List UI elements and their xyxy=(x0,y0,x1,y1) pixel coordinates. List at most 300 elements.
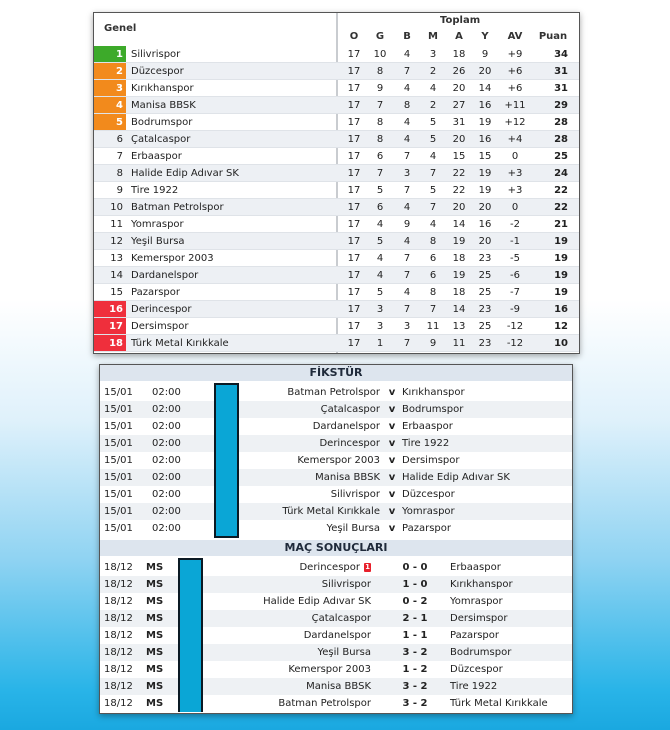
stat-av: -7 xyxy=(510,287,520,298)
fixture-vs: v xyxy=(388,506,396,517)
result-away-team: Yomraspor xyxy=(450,596,503,607)
stat-y: 16 xyxy=(478,219,492,230)
stat-g: 7 xyxy=(376,100,384,111)
stat-m: 6 xyxy=(429,253,437,264)
result-away-team: Kırıkhanspor xyxy=(450,579,513,590)
stat-a: 20 xyxy=(452,83,466,94)
stat-m: 4 xyxy=(429,151,437,162)
fixture-time: 02:00 xyxy=(152,455,181,466)
stat-a: 14 xyxy=(452,304,466,315)
position-badge: 17 xyxy=(94,318,126,335)
stat-a: 18 xyxy=(452,287,466,298)
fixture-time: 02:00 xyxy=(152,404,181,415)
stat-o: 17 xyxy=(347,168,361,179)
fixture-home-team: Dardanelspor xyxy=(312,421,380,432)
position-badge: 9 xyxy=(116,185,123,196)
stat-points: 28 xyxy=(554,134,568,145)
result-home-name: Dardanelspor xyxy=(303,630,371,641)
fixture-date: 15/01 xyxy=(104,438,133,449)
table-row[interactable] xyxy=(94,284,579,301)
stat-o: 17 xyxy=(347,151,361,162)
stat-b: 3 xyxy=(403,321,411,332)
table-row[interactable] xyxy=(94,80,579,97)
stat-m: 7 xyxy=(429,202,437,213)
table-row[interactable] xyxy=(94,97,579,114)
stat-av: +6 xyxy=(507,83,523,94)
stat-o: 17 xyxy=(347,117,361,128)
stat-y: 15 xyxy=(478,151,492,162)
stat-g: 1 xyxy=(376,338,384,349)
result-home-name: Çatalcaspor xyxy=(311,613,371,624)
stat-a: 14 xyxy=(452,219,466,230)
column-header-a[interactable]: A xyxy=(455,31,463,42)
fixture-date: 15/01 xyxy=(104,404,133,415)
result-score: 3 - 2 xyxy=(402,681,428,692)
result-row[interactable] xyxy=(100,593,572,610)
stat-g: 8 xyxy=(376,117,384,128)
result-score: 1 - 0 xyxy=(402,579,428,590)
team-name[interactable]: Halide Edip Adıvar SK xyxy=(131,168,239,179)
table-row[interactable] xyxy=(94,199,579,216)
stat-g: 4 xyxy=(376,253,384,264)
result-row[interactable] xyxy=(100,627,572,644)
stat-g: 4 xyxy=(376,270,384,281)
fixture-home-team: Çatalcaspor xyxy=(320,404,380,415)
team-name[interactable]: Batman Petrolspor xyxy=(131,202,224,213)
fixture-date: 15/01 xyxy=(104,472,133,483)
fixture-home-team: Manisa BBSK xyxy=(315,472,380,483)
stat-av: -2 xyxy=(510,219,520,230)
table-row[interactable] xyxy=(94,114,579,131)
stat-b: 8 xyxy=(403,100,411,111)
stat-m: 11 xyxy=(426,321,440,332)
position-badge: 4 xyxy=(94,97,126,114)
stat-y: 20 xyxy=(478,202,492,213)
fixture-away-team: Dersimspor xyxy=(402,455,460,466)
stat-y: 19 xyxy=(478,185,492,196)
stat-g: 9 xyxy=(376,83,384,94)
stat-g: 5 xyxy=(376,287,384,298)
position-badge: 16 xyxy=(94,301,126,318)
result-away-team: Türk Metal Kırıkkale xyxy=(450,698,548,709)
result-away-team: Tire 1922 xyxy=(450,681,498,692)
result-home-name: Halide Edip Adıvar SK xyxy=(263,596,371,607)
team-name[interactable]: Erbaaspor xyxy=(131,151,182,162)
stat-y: 23 xyxy=(478,338,492,349)
result-score: 3 - 2 xyxy=(402,647,428,658)
result-date: 18/12 xyxy=(104,647,133,658)
stat-a: 13 xyxy=(452,321,466,332)
standings-group-label: Toplam xyxy=(440,15,481,26)
position-badge: 15 xyxy=(110,287,123,298)
result-score: 0 - 0 xyxy=(402,562,428,573)
fixture-row[interactable] xyxy=(100,452,572,469)
stat-a: 18 xyxy=(452,49,466,60)
stat-g: 3 xyxy=(376,304,384,315)
stat-o: 17 xyxy=(347,219,361,230)
result-score: 1 - 1 xyxy=(402,630,428,641)
stat-av: 0 xyxy=(511,202,519,213)
column-header-puan[interactable]: Puan xyxy=(538,31,568,42)
team-name[interactable]: Türk Metal Kırıkkale xyxy=(131,338,229,349)
stat-av: -6 xyxy=(510,270,520,281)
stat-y: 25 xyxy=(478,270,492,281)
stat-g: 5 xyxy=(376,185,384,196)
result-score: 0 - 2 xyxy=(402,596,428,607)
stat-a: 15 xyxy=(452,151,466,162)
column-header-o[interactable]: O xyxy=(349,31,359,42)
fixture-date: 15/01 xyxy=(104,421,133,432)
stat-points: 25 xyxy=(554,151,568,162)
stat-a: 11 xyxy=(452,338,466,349)
position-badge: 11 xyxy=(110,219,123,230)
fixture-vs: v xyxy=(388,523,396,534)
stat-b: 4 xyxy=(403,236,411,247)
fixtures-title: FİKSTÜR xyxy=(100,365,572,381)
stat-b: 9 xyxy=(403,219,411,230)
stat-points: 28 xyxy=(554,117,568,128)
column-header-m[interactable]: M xyxy=(428,31,438,42)
result-score: 3 - 2 xyxy=(402,698,428,709)
table-row[interactable] xyxy=(94,63,579,80)
stat-o: 17 xyxy=(347,338,361,349)
team-name[interactable]: Pazarspor xyxy=(131,287,180,298)
stat-av: -9 xyxy=(510,304,520,315)
team-name[interactable]: Yomraspor xyxy=(131,219,184,230)
fixtures-results-panel xyxy=(99,364,573,714)
table-row[interactable] xyxy=(94,216,579,233)
results-title: MAÇ SONUÇLARI xyxy=(100,540,572,556)
stat-m: 3 xyxy=(429,49,437,60)
fixture-time: 02:00 xyxy=(152,506,181,517)
stat-y: 19 xyxy=(478,117,492,128)
stat-o: 17 xyxy=(347,270,361,281)
stat-av: -12 xyxy=(506,321,524,332)
fixture-away-team: Yomraspor xyxy=(402,506,455,517)
stat-b: 7 xyxy=(403,253,411,264)
stat-b: 7 xyxy=(403,338,411,349)
position-badge: 1 xyxy=(94,46,126,63)
result-away-team: Erbaaspor xyxy=(450,562,501,573)
result-date: 18/12 xyxy=(104,613,133,624)
result-row[interactable] xyxy=(100,644,572,661)
table-row[interactable] xyxy=(94,165,579,182)
fixture-date: 15/01 xyxy=(104,489,133,500)
stat-points: 22 xyxy=(554,185,568,196)
fixture-row[interactable] xyxy=(100,418,572,435)
result-row[interactable] xyxy=(100,695,572,712)
stat-b: 4 xyxy=(403,83,411,94)
result-status: MS xyxy=(146,664,164,675)
fixture-away-team: Bodrumspor xyxy=(402,404,464,415)
result-row[interactable] xyxy=(100,610,572,627)
fixture-time: 02:00 xyxy=(152,489,181,500)
stat-o: 17 xyxy=(347,202,361,213)
result-home-team xyxy=(240,610,371,627)
fixture-date: 15/01 xyxy=(104,506,133,517)
team-name[interactable]: Tire 1922 xyxy=(131,185,179,196)
position-badge: 3 xyxy=(94,80,126,97)
position-badge: 2 xyxy=(94,63,126,80)
stat-b: 7 xyxy=(403,151,411,162)
stat-av: 0 xyxy=(511,151,519,162)
stat-b: 4 xyxy=(403,202,411,213)
stat-b: 4 xyxy=(403,134,411,145)
result-status: MS xyxy=(146,630,164,641)
position-badge: 10 xyxy=(110,202,123,213)
row-divider xyxy=(94,351,579,352)
result-home-team xyxy=(240,695,371,712)
stat-o: 17 xyxy=(347,304,361,315)
stat-points: 24 xyxy=(554,168,568,179)
stat-y: 16 xyxy=(478,100,492,111)
stat-m: 4 xyxy=(429,219,437,230)
stat-o: 17 xyxy=(347,287,361,298)
stat-av: -5 xyxy=(510,253,520,264)
result-date: 18/12 xyxy=(104,698,133,709)
fixture-vs: v xyxy=(388,387,396,398)
stat-points: 19 xyxy=(554,236,568,247)
result-away-team: Dersimspor xyxy=(450,613,508,624)
result-home-name: Kemerspor 2003 xyxy=(288,664,371,675)
standings-title: Genel xyxy=(104,23,137,34)
fixture-row[interactable] xyxy=(100,486,572,503)
stat-b: 4 xyxy=(403,287,411,298)
stat-av: -12 xyxy=(506,338,524,349)
result-home-name: Silivrispor xyxy=(321,579,371,590)
stat-y: 14 xyxy=(478,83,492,94)
stat-g: 7 xyxy=(376,168,384,179)
result-date: 18/12 xyxy=(104,664,133,675)
stat-b: 7 xyxy=(403,66,411,77)
fixture-away-team: Halide Edip Adıvar SK xyxy=(402,472,510,483)
stat-y: 23 xyxy=(478,253,492,264)
stat-y: 25 xyxy=(478,287,492,298)
team-name[interactable]: Düzcespor xyxy=(131,66,184,77)
fixture-away-team: Düzcespor xyxy=(402,489,455,500)
fixture-home-team: Türk Metal Kırıkkale xyxy=(282,506,380,517)
stat-o: 17 xyxy=(347,321,361,332)
stat-m: 9 xyxy=(429,338,437,349)
stat-y: 23 xyxy=(478,304,492,315)
stat-m: 7 xyxy=(429,168,437,179)
stat-m: 4 xyxy=(429,83,437,94)
column-header-b[interactable]: B xyxy=(403,31,411,42)
fixture-row[interactable] xyxy=(100,469,572,486)
fixture-time: 02:00 xyxy=(152,523,181,534)
stat-o: 17 xyxy=(347,66,361,77)
position-badge: 18 xyxy=(94,335,126,352)
stat-a: 26 xyxy=(452,66,466,77)
stat-m: 5 xyxy=(429,185,437,196)
team-name[interactable]: Kırıkhanspor xyxy=(131,83,194,94)
result-status: MS xyxy=(146,596,164,607)
result-status: MS xyxy=(146,681,164,692)
result-row[interactable] xyxy=(100,661,572,678)
table-row[interactable] xyxy=(94,182,579,199)
stat-o: 17 xyxy=(347,83,361,94)
fixture-home-team: Yeşil Bursa xyxy=(326,523,380,534)
stat-a: 19 xyxy=(452,270,466,281)
stat-a: 18 xyxy=(452,253,466,264)
stat-points: 19 xyxy=(554,253,568,264)
fixture-vs: v xyxy=(388,438,396,449)
position-badge: 8 xyxy=(116,168,123,179)
fixture-vs: v xyxy=(388,489,396,500)
stat-a: 31 xyxy=(452,117,466,128)
stat-points: 21 xyxy=(554,219,568,230)
fixture-away-team: Tire 1922 xyxy=(402,438,450,449)
fixture-home-team: Silivrispor xyxy=(330,489,380,500)
fixture-vs: v xyxy=(388,404,396,415)
stat-points: 31 xyxy=(554,66,568,77)
result-home-team xyxy=(240,559,371,576)
stat-g: 3 xyxy=(376,321,384,332)
fixture-home-team: Derincespor xyxy=(319,438,380,449)
stat-g: 4 xyxy=(376,219,384,230)
table-row[interactable] xyxy=(94,131,579,148)
position-badge: 12 xyxy=(110,236,123,247)
column-header-g[interactable]: G xyxy=(375,31,385,42)
stat-av: +3 xyxy=(507,168,523,179)
team-name[interactable]: Derincespor xyxy=(131,304,192,315)
team-name[interactable]: Dardanelspor xyxy=(131,270,199,281)
team-name[interactable]: Bodrumspor xyxy=(131,117,193,128)
position-badge: 13 xyxy=(110,253,123,264)
fixture-row[interactable] xyxy=(100,520,572,537)
stat-points: 31 xyxy=(554,83,568,94)
stat-av: +4 xyxy=(507,134,523,145)
team-name[interactable]: Silivrispor xyxy=(131,49,181,60)
table-row[interactable] xyxy=(94,335,579,352)
stat-o: 17 xyxy=(347,185,361,196)
fixture-row[interactable] xyxy=(100,384,572,401)
table-row[interactable] xyxy=(94,250,579,267)
stat-points: 19 xyxy=(554,287,568,298)
stat-b: 4 xyxy=(403,49,411,60)
stat-m: 7 xyxy=(429,304,437,315)
result-status: MS xyxy=(146,613,164,624)
fixture-vs: v xyxy=(388,472,396,483)
table-row[interactable] xyxy=(94,318,579,335)
stat-a: 20 xyxy=(452,134,466,145)
result-score: 2 - 1 xyxy=(402,613,428,624)
fixture-vs: v xyxy=(388,421,396,432)
stat-a: 27 xyxy=(452,100,466,111)
stat-points: 29 xyxy=(554,100,568,111)
result-row[interactable] xyxy=(100,559,572,576)
team-name[interactable]: Yeşil Bursa xyxy=(131,236,185,247)
standings-table xyxy=(93,12,580,354)
fixture-row[interactable] xyxy=(100,401,572,418)
table-row[interactable] xyxy=(94,301,579,318)
table-row[interactable] xyxy=(94,46,579,63)
stat-points: 22 xyxy=(554,202,568,213)
result-status: MS xyxy=(146,647,164,658)
table-row[interactable] xyxy=(94,233,579,250)
column-header-av[interactable]: AV xyxy=(507,31,523,42)
fixture-vs: v xyxy=(388,455,396,466)
result-home-team xyxy=(240,576,371,593)
stat-y: 20 xyxy=(478,66,492,77)
result-status: MS xyxy=(146,579,164,590)
stat-a: 22 xyxy=(452,168,466,179)
fixture-away-team: Kırıkhanspor xyxy=(402,387,465,398)
result-home-team xyxy=(240,593,371,610)
stat-a: 19 xyxy=(452,236,466,247)
result-home-team xyxy=(240,661,371,678)
fixture-home-team: Kemerspor 2003 xyxy=(297,455,380,466)
result-score: 1 - 2 xyxy=(402,664,428,675)
stat-av: +12 xyxy=(504,117,526,128)
stat-o: 17 xyxy=(347,100,361,111)
stat-points: 34 xyxy=(554,49,568,60)
stat-y: 25 xyxy=(478,321,492,332)
result-row[interactable] xyxy=(100,576,572,593)
stat-g: 6 xyxy=(376,202,384,213)
stat-o: 17 xyxy=(347,134,361,145)
stat-g: 8 xyxy=(376,66,384,77)
result-home-name: Derincespor xyxy=(299,562,360,573)
result-date: 18/12 xyxy=(104,681,133,692)
team-name[interactable]: Manisa BBSK xyxy=(131,100,196,111)
result-row[interactable] xyxy=(100,678,572,695)
stat-m: 8 xyxy=(429,287,437,298)
position-badge: 14 xyxy=(110,270,123,281)
stat-points: 19 xyxy=(554,270,568,281)
fixture-away-team: Erbaaspor xyxy=(402,421,453,432)
stat-m: 2 xyxy=(429,66,437,77)
result-away-team: Pazarspor xyxy=(450,630,499,641)
fixture-date: 15/01 xyxy=(104,387,133,398)
fixture-time: 02:00 xyxy=(152,472,181,483)
team-name[interactable]: Kemerspor 2003 xyxy=(131,253,214,264)
result-home-team xyxy=(240,644,371,661)
stat-b: 7 xyxy=(403,185,411,196)
stat-a: 20 xyxy=(452,202,466,213)
table-row[interactable] xyxy=(94,148,579,165)
stat-g: 10 xyxy=(373,49,387,60)
stat-m: 2 xyxy=(429,100,437,111)
fixture-time: 02:00 xyxy=(152,438,181,449)
team-name[interactable]: Çatalcaspor xyxy=(131,134,191,145)
result-home-name: Manisa BBSK xyxy=(306,681,371,692)
stat-av: -1 xyxy=(510,236,520,247)
stat-y: 19 xyxy=(478,168,492,179)
stat-o: 17 xyxy=(347,49,361,60)
stat-b: 4 xyxy=(403,117,411,128)
position-badge: 7 xyxy=(116,151,123,162)
stat-y: 9 xyxy=(481,49,489,60)
stat-points: 16 xyxy=(554,304,568,315)
fixture-time: 02:00 xyxy=(152,421,181,432)
column-header-y[interactable]: Y xyxy=(481,31,489,42)
stat-o: 17 xyxy=(347,253,361,264)
fixtures-scroll-bar[interactable] xyxy=(214,383,239,538)
stat-points: 10 xyxy=(554,338,568,349)
stat-b: 7 xyxy=(403,304,411,315)
fixture-row[interactable] xyxy=(100,503,572,520)
result-away-team: Düzcespor xyxy=(450,664,503,675)
table-row[interactable] xyxy=(94,267,579,284)
fixture-row[interactable] xyxy=(100,435,572,452)
stat-m: 5 xyxy=(429,134,437,145)
stat-av: +11 xyxy=(504,100,526,111)
result-date: 18/12 xyxy=(104,562,133,573)
team-name[interactable]: Dersimspor xyxy=(131,321,189,332)
stat-y: 16 xyxy=(478,134,492,145)
results-scroll-bar[interactable] xyxy=(178,558,203,712)
